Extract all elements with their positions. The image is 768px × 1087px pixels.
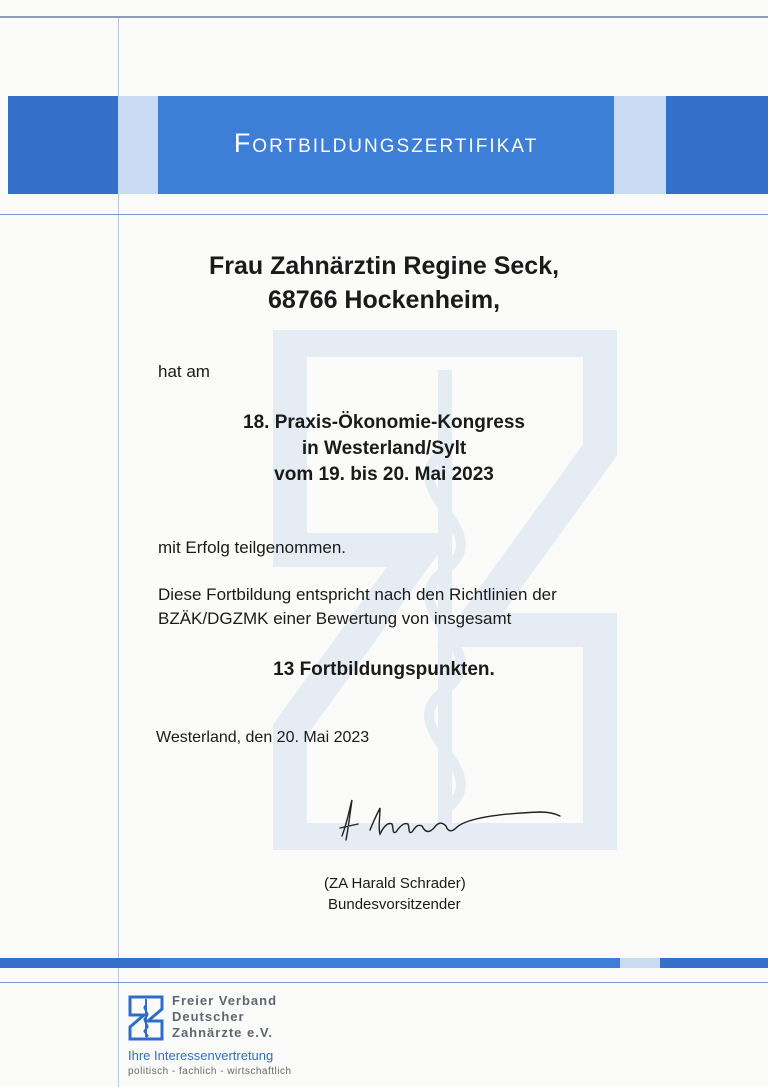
event-location: in Westerland/Sylt (301, 438, 467, 459)
top-border-line (0, 16, 768, 18)
footer-band-light (620, 958, 660, 968)
intro-text: hat am (158, 362, 210, 381)
header-band-light-left (118, 96, 158, 194)
organization-slogan: Ihre Interessenvertretung (128, 1048, 274, 1063)
footer-band (160, 958, 620, 968)
certificate-title: Fortbildungszertifikat (233, 128, 539, 158)
header-band-light-right (614, 96, 666, 194)
guideline-text-1: Diese Fortbildung entspricht nach den Richtlinien der (158, 585, 557, 604)
organization-name-line3: Zahnärzte e.V. (172, 1025, 273, 1040)
signature (330, 790, 570, 850)
event-dates: vom 19. bis 20. Mai 2023 (274, 464, 494, 485)
signer-name: (ZA Harald Schrader) (324, 875, 466, 892)
recipient-city: 68766 Hockenheim, (267, 286, 501, 314)
signer-title: Bundesvorsitzender (328, 896, 461, 913)
organization-name (172, 993, 277, 1041)
footer-band-left (0, 958, 160, 968)
organization-name-line2: Deutscher (172, 1009, 245, 1024)
header-separator (0, 214, 768, 215)
footer-band-right (660, 958, 768, 968)
organization-name-line1: Freier Verband (172, 993, 278, 1008)
participation-text: mit Erfolg teilgenommen. (158, 538, 347, 557)
organization-slogan-sub: politisch - fachlich - wirtschaftlich (128, 1066, 292, 1077)
header-band-right (666, 96, 768, 194)
guideline-text-2: BZÄK/DGZMK einer Bewertung von insgesamt (158, 609, 512, 628)
event-title: 18. Praxis-Ökonomie-Kongress (243, 412, 525, 433)
header-band-left (8, 96, 118, 194)
points-text: 13 Fortbildungspunkten. (273, 659, 495, 680)
recipient-name: Frau Zahnärztin Regine Seck, (208, 252, 560, 280)
fvdz-logo-icon (128, 995, 164, 1041)
place-date: Westerland, den 20. Mai 2023 (156, 729, 370, 746)
footer-separator (0, 982, 768, 983)
